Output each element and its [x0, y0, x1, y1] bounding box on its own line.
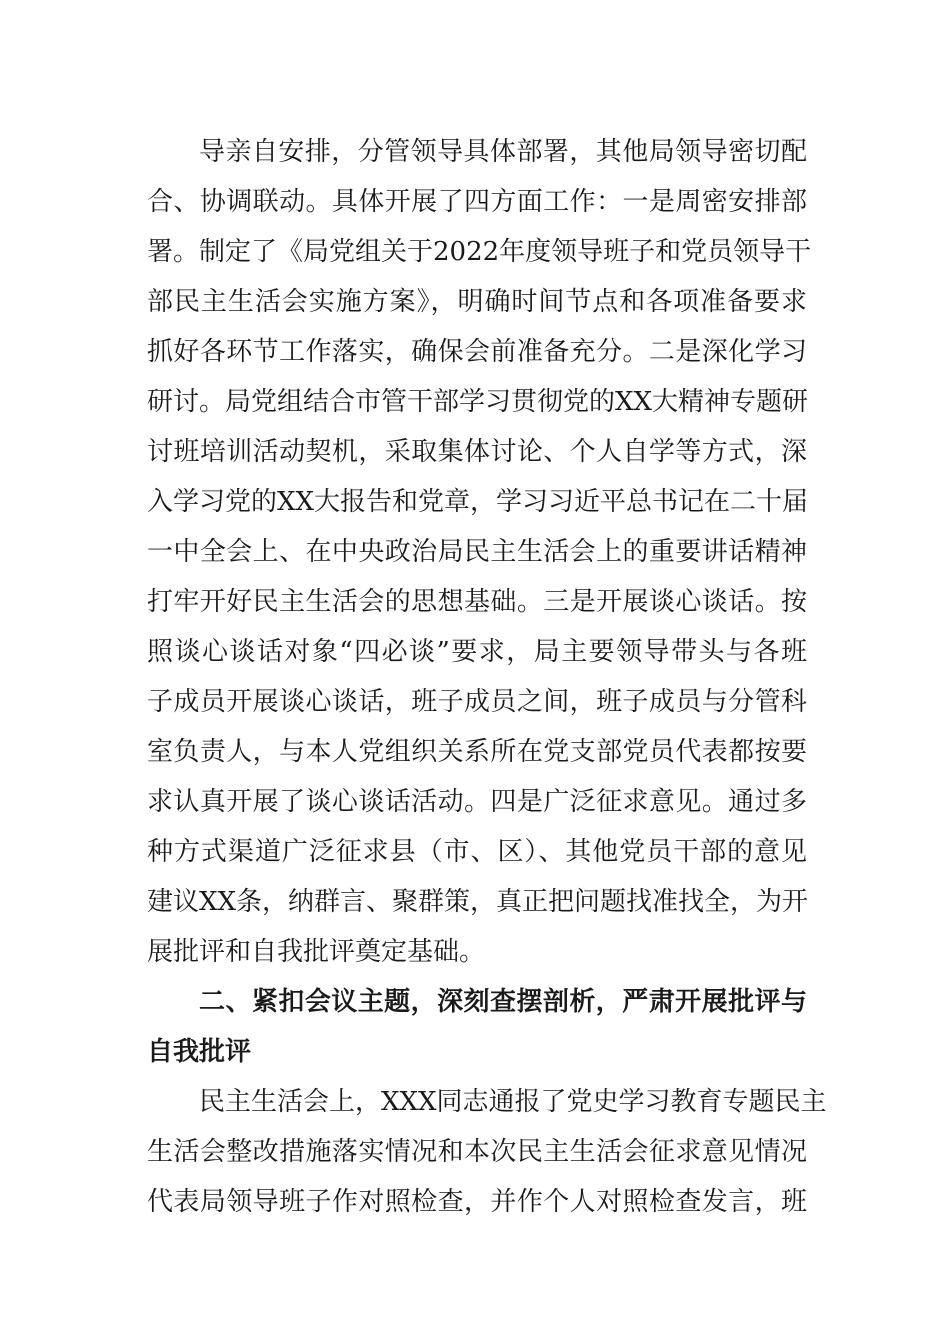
paragraph-line: 生活会整改措施落实情况和本次民主生活会征求意见情况 [147, 1137, 807, 1167]
paragraph-line: 室负责人，与本人党组织关系所在党支部党员代表都按要 [147, 737, 807, 767]
paragraph-line: 展批评和自我批评奠定基础。 [147, 937, 486, 967]
paragraph-line: 民主生活会上，XXX同志通报了党史学习教育专题民主 [199, 1087, 827, 1117]
paragraph-line: 建议XX条，纳群言、聚群策，真正把问题找准找全，为开 [147, 887, 809, 917]
paragraph-line: 部民主生活会实施方案》，明确时间节点和各项准备要求 [147, 287, 807, 317]
paragraph-line: 入学习党的XX大报告和党章，学习习近平总书记在二十届 [147, 487, 809, 517]
paragraph-line: 讨班培训活动契机，采取集体讨论、个人自学等方式，深 [147, 437, 807, 467]
paragraph-line: 打牢开好民主生活会的思想基础。三是开展谈心谈话。按 [147, 587, 807, 617]
paragraph-line: 研讨。局党组结合市管干部学习贯彻党的XX大精神专题研 [147, 387, 809, 417]
paragraph-line: 抓好各环节工作落实，确保会前准备充分。二是深化学习 [147, 337, 807, 367]
paragraph-line: 一中全会上、在中央政治局民主生活会上的重要讲话精神 [147, 537, 807, 567]
paragraph-line: 署。制定了《局党组关于2022年度领导班子和党员领导干 [147, 237, 812, 267]
paragraph-line: 合、协调联动。具体开展了四方面工作：一是周密安排部 [147, 187, 807, 217]
paragraph-line: 导亲自安排，分管领导具体部署，其他局领导密切配 [199, 137, 807, 167]
section-heading: 自我批评 [147, 1037, 252, 1067]
paragraph-line: 种方式渠道广泛征求县（市、区）、其他党员干部的意见 [147, 837, 807, 867]
paragraph-line: 求认真开展了谈心谈话活动。四是广泛征求意见。通过多 [147, 787, 807, 817]
paragraph-line: 子成员开展谈心谈话，班子成员之间，班子成员与分管科 [147, 687, 807, 717]
section-heading: 二、紧扣会议主题，深刻查摆剖析，严肃开展批评与 [199, 987, 807, 1017]
paragraph-line: 代表局领导班子作对照检查，并作个人对照检查发言，班 [147, 1187, 807, 1217]
paragraph-line: 照谈心谈话对象“四必谈”要求，局主要领导带头与各班 [147, 637, 807, 667]
